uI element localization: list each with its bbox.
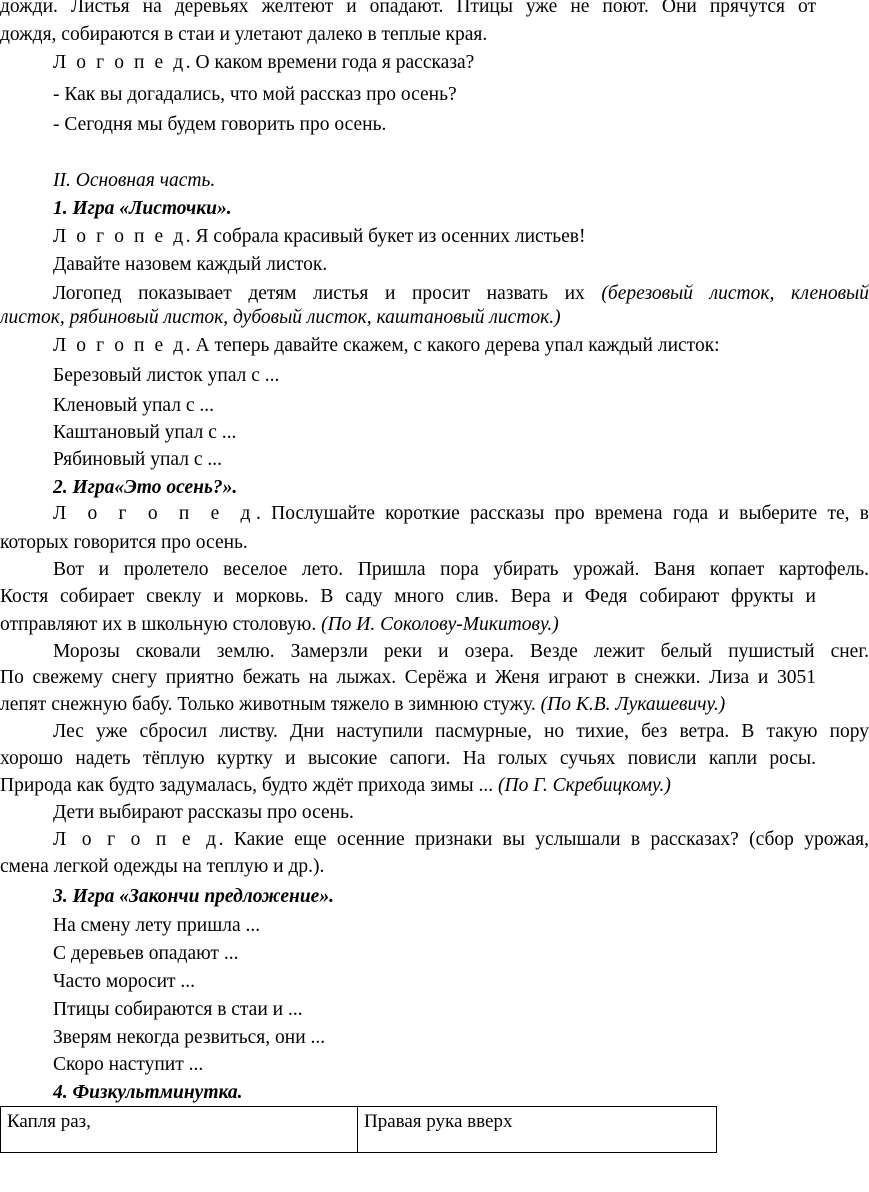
paragraph-line: которых говорится про осень. <box>0 532 248 553</box>
source-citation: (По К.В. Лукашевичу.) <box>540 694 726 715</box>
speaker-label: Л о г о п е д <box>53 503 256 524</box>
list-item: Березовый листок упал с ... <box>53 365 280 386</box>
list-item: Зверям некогда резвиться, они ... <box>53 1027 326 1048</box>
speaker-line <box>0 223 869 251</box>
exercise-table <box>0 1106 717 1153</box>
paragraph-line: Костя собирает свеклу и морковь. В саду много слив. Вера и Федя собирают фрукты и <box>0 586 816 607</box>
paragraph-line: дожди. Листья на деревьях желтеют и опадают. Птицы уже не поют. Они прячутся от <box>0 0 816 17</box>
list-item: Каштановый упал с ... <box>53 422 237 443</box>
source-citation: (По Г. Скребицкому.) <box>498 775 671 796</box>
paragraph-text: отправляют их в школьную столовую. <box>0 614 322 635</box>
speaker-line <box>0 500 869 528</box>
paragraph-line: Вот и пролетело веселое лето. Пришла пора убирать урожай. Ваня копает картофель. <box>53 559 869 580</box>
paragraph-line <box>0 691 816 719</box>
speaker-text: . Послушайте короткие рассказы про времена года и выберите те, в <box>255 503 869 524</box>
paragraph-line <box>0 772 816 800</box>
paragraph-line: - Как вы догадались, что мой рассказ про осень? <box>53 84 457 105</box>
paragraph-text: Логопед показывает детям листья и просит назвать их <box>53 283 602 304</box>
paragraph-text: лепят снежную бабу. Только животным тяжело в зимнюю стужу. <box>0 694 541 715</box>
list-item: На смену лету пришла ... <box>53 915 261 936</box>
speaker-text: . О каком времени года я рассказа? <box>185 52 475 73</box>
list-item: Рябиновый упал с ... <box>53 449 223 470</box>
list-item: Часто моросит ... <box>53 971 196 992</box>
speaker-line <box>0 826 869 854</box>
paragraph-line: Морозы сковали землю. Замерзли реки и озера. Везде лежит белый пушистый снег. <box>53 641 869 662</box>
table-row <box>1 1107 717 1153</box>
paragraph-line: Дети выбирают рассказы про осень. <box>53 802 354 823</box>
paragraph-line: - Сегодня мы будем говорить про осень. <box>53 114 387 135</box>
speaker-label: Л о г о п е д <box>53 226 186 247</box>
italic-note: листок, рябиновый листок, дубовый листок, каштановый листок.) <box>0 307 561 328</box>
speaker-label: Л о г о п е д <box>53 829 219 850</box>
game-heading: 4. Физкультминутка. <box>53 1082 243 1103</box>
game-heading: 3. Игра «Закончи предложение». <box>53 886 334 907</box>
section-heading: II. Основная часть. <box>53 170 216 191</box>
speaker-text: . А теперь давайте скажем, с какого дерева упал каждый листок: <box>185 335 720 356</box>
paragraph-line: дождя, собираются в стаи и улетают далеко в теплые края. <box>0 24 488 45</box>
paragraph-line: Давайте назовем каждый листок. <box>53 254 328 275</box>
game-heading: 2. Игра«Это осень?». <box>53 477 238 498</box>
speaker-text: . Какие еще осенние признаки вы услышали в рассказах? (сбор урожая, <box>218 829 869 850</box>
paragraph-line: хорошо надеть тёплую куртку и высокие сапоги. На голых сучьях повисли капли росы. <box>0 748 816 769</box>
list-item: С деревьев опадают ... <box>53 943 239 964</box>
speaker-line <box>0 332 869 360</box>
paragraph-line: Лес уже сбросил листву. Дни наступили пасмурные, но тихие, без ветра. В такую пору <box>53 721 869 742</box>
speaker-label: Л о г о п е д <box>53 335 186 356</box>
paragraph-text: Природа как будто задумалась, будто ждёт прихода зимы ... <box>0 775 499 796</box>
game-heading: 1. Игра «Листочки». <box>53 198 232 219</box>
paragraph-line: смена легкой одежды на теплую и др.). <box>0 856 325 877</box>
italic-note: (березовый листок, кленовый <box>601 283 869 304</box>
table-cell: Правая рука вверх <box>358 1107 717 1153</box>
list-item: Птицы собираются в стаи и ... <box>53 999 303 1020</box>
speaker-text: . Я собрала красивый букет из осенних листьев! <box>185 226 586 247</box>
list-item: Кленовый упал с ... <box>53 395 214 416</box>
paragraph-line: По свежему снегу приятно бежать на лыжах. Серёжа и Женя играют в снежки. Лиза и 3051 <box>0 667 816 688</box>
speaker-line <box>0 49 869 77</box>
list-item: Скоро наступит ... <box>53 1054 204 1075</box>
speaker-label: Л о г о п е д <box>53 52 186 73</box>
paragraph-line <box>0 611 816 639</box>
table-cell: Капля раз, <box>1 1107 358 1153</box>
source-citation: (По И. Соколову-Микитову.) <box>321 614 559 635</box>
